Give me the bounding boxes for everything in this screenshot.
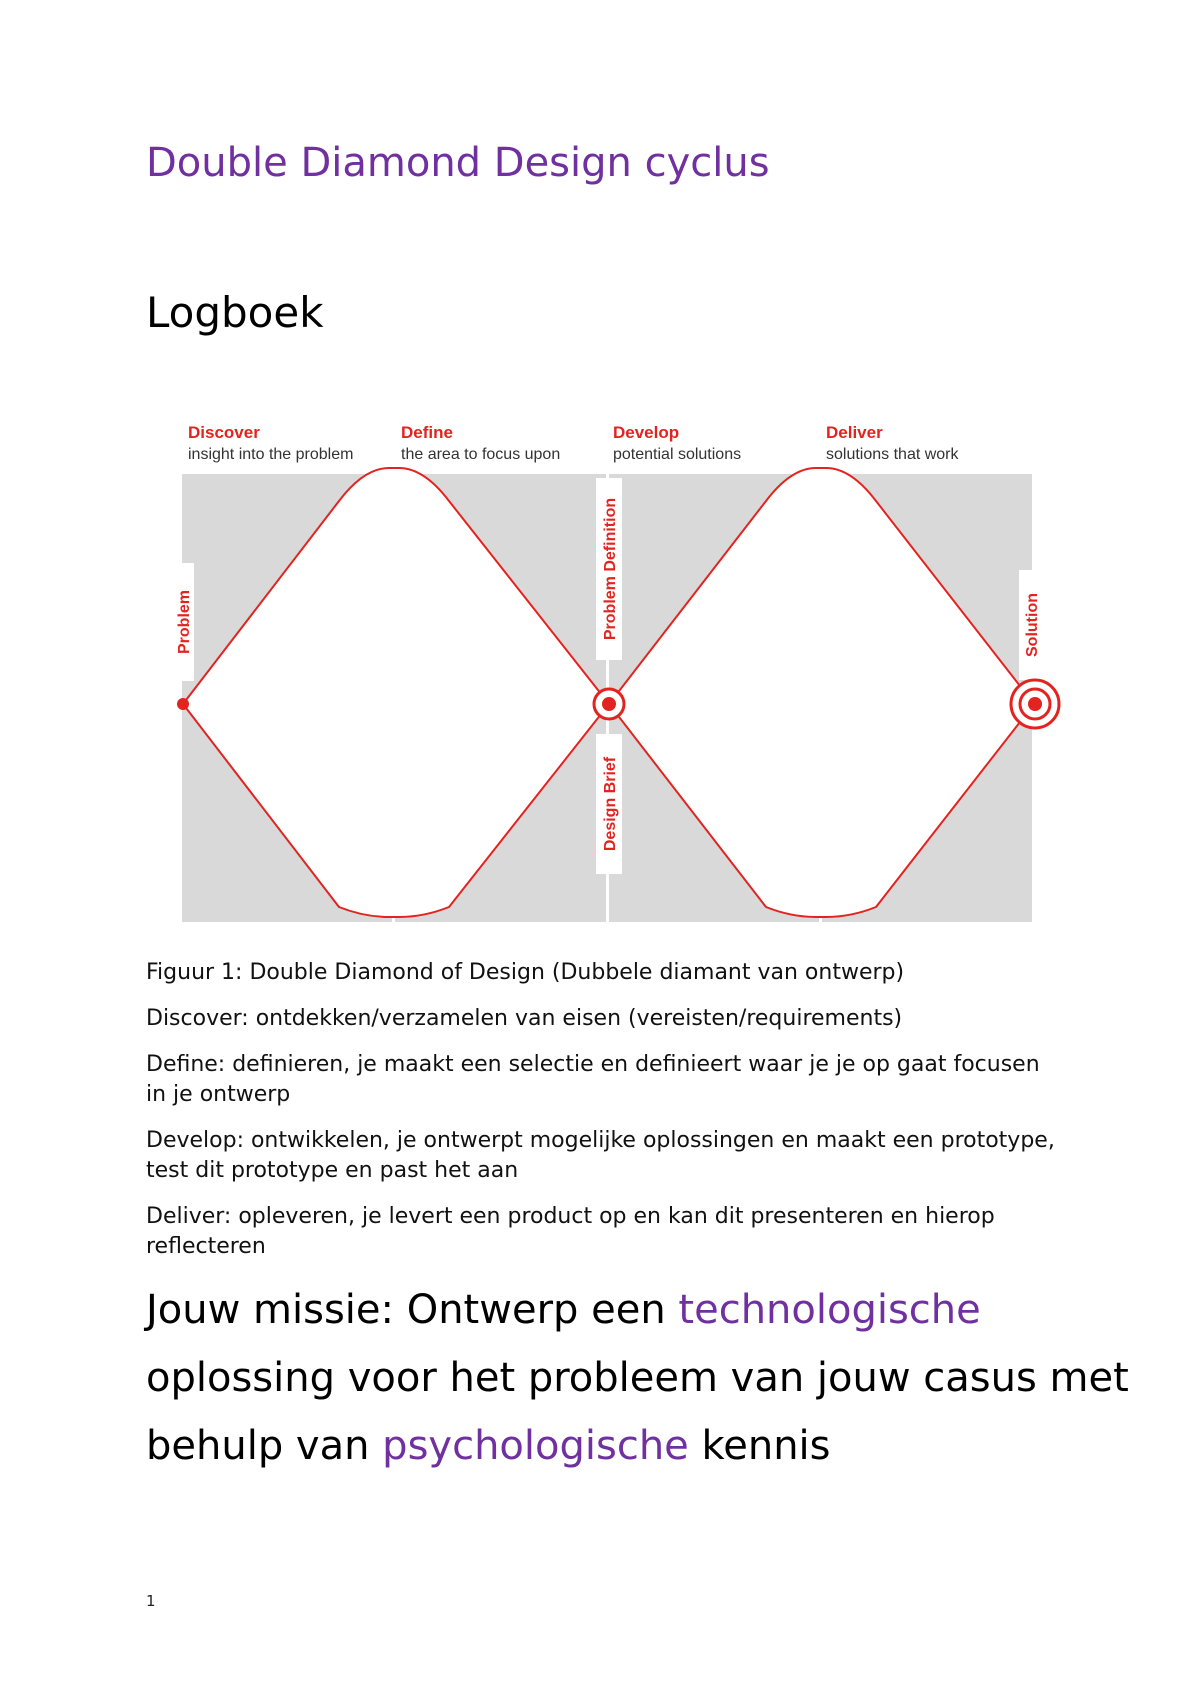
mission-accent-psychologische: psychologische (382, 1423, 689, 1469)
figure-explanation (146, 958, 1066, 1278)
solution-label: Solution (1024, 593, 1041, 657)
develop-explanation: Develop: ontwikkelen, je ontwerpt mogelijke oplossingen en maakt een prototype, test dit prototype en past het aan (146, 1128, 1055, 1183)
phase-develop-title: Develop (613, 423, 680, 442)
figure-caption: Figuur 1: Double Diamond of Design (Dubbele diamant van ontwerp) (146, 960, 905, 985)
problem-label: Problem (176, 589, 193, 655)
problem-dot-icon (177, 698, 189, 710)
solution-target-icon (1011, 680, 1059, 728)
phase-discover-title: Discover (188, 423, 260, 442)
document-title: Double Diamond Design cyclus (146, 140, 770, 186)
mission-statement (146, 1276, 1146, 1480)
phase-discover-description: insight into the problem (188, 446, 354, 463)
phase-define-title: Define (401, 423, 453, 442)
mission-text-3: kennis (688, 1423, 831, 1469)
mission-text-2: oplossing voor het probleem van jouw casus met behulp van (146, 1355, 1129, 1469)
double-diamond-figure (166, 410, 1066, 935)
phase-deliver-title: Deliver (826, 423, 883, 442)
design-brief-label: Design Brief (602, 756, 619, 852)
document-subtitle: Logboek (146, 288, 324, 337)
phase-define-description: the area to focus upon (401, 446, 561, 463)
page-number: 1 (146, 1592, 156, 1610)
phase-develop-description: potential solutions (613, 446, 742, 463)
double-diamond-diagram (166, 410, 1066, 935)
problem-definition-label: Problem Definition (602, 497, 619, 641)
define-explanation: Define: definieren, je maakt een selectie en definieert waar je je op gaat focusen in je ontwerp (146, 1052, 1040, 1107)
deliver-explanation: Deliver: opleveren, je levert een product op en kan dit presenteren en hierop reflecteren (146, 1204, 995, 1259)
discover-explanation: Discover: ontdekken/verzamelen van eisen (vereisten/requirements) (146, 1006, 903, 1031)
mission-text-1: Jouw missie: Ontwerp een (146, 1287, 679, 1333)
problem-definition-target-icon (594, 689, 624, 719)
mission-accent-technologische: technologische (678, 1287, 981, 1333)
phase-deliver-description: solutions that work (826, 446, 959, 463)
